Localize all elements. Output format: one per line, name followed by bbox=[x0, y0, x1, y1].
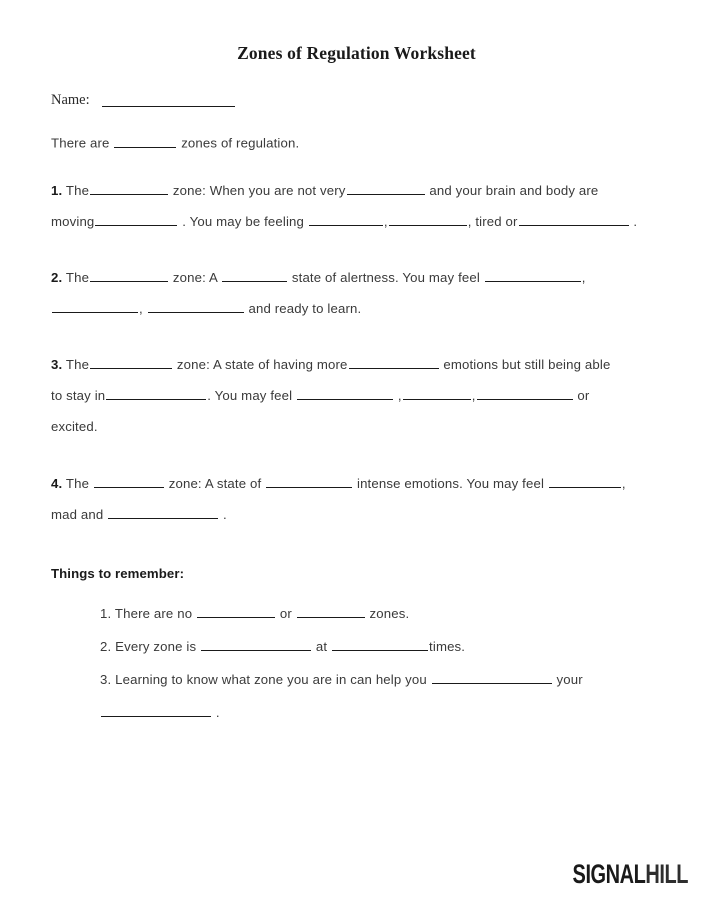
q1-text-e: . You may be feeling bbox=[182, 214, 305, 230]
q1-text-g: , tired or bbox=[467, 214, 518, 230]
q3-text-g: , bbox=[471, 388, 476, 404]
q1-blank-1[interactable] bbox=[90, 184, 168, 195]
q3-blank-1[interactable] bbox=[90, 358, 172, 369]
intro-text-before: There are bbox=[51, 135, 110, 151]
remember-2-text-c: times. bbox=[429, 638, 466, 654]
q2-blank-4[interactable] bbox=[52, 302, 138, 313]
remember-item-3-continued bbox=[100, 696, 662, 729]
q2-text-b: zone: A bbox=[172, 270, 218, 286]
question-4-line-2 bbox=[51, 499, 662, 530]
question-3-line-3 bbox=[51, 411, 662, 442]
q4-text-e: mad and bbox=[51, 506, 104, 522]
remember-2-number: 2. bbox=[100, 638, 112, 654]
intro-blank[interactable] bbox=[114, 136, 176, 147]
q1-text-d: moving bbox=[51, 214, 95, 230]
remember-3-number: 3. bbox=[100, 671, 112, 687]
question-3-line-2 bbox=[51, 380, 662, 411]
remember-3-text-a: Learning to know what zone you are in can help you bbox=[115, 671, 427, 687]
question-2-number: 2. bbox=[51, 270, 63, 286]
question-4-line-1 bbox=[51, 468, 662, 499]
question-1-line-1 bbox=[51, 175, 662, 206]
remember-3-blank-1[interactable] bbox=[432, 672, 552, 683]
q4-blank-1[interactable] bbox=[94, 476, 164, 487]
signalhill-logo bbox=[573, 859, 688, 890]
q3-blank-5[interactable] bbox=[403, 389, 471, 400]
remember-1-blank-2[interactable] bbox=[297, 606, 365, 617]
q3-text-h: or bbox=[577, 388, 590, 404]
q4-blank-4[interactable] bbox=[108, 507, 218, 518]
question-1-line-2 bbox=[51, 206, 662, 237]
q2-text-e: , bbox=[139, 301, 143, 317]
page-title: Zones of Regulation Worksheet bbox=[237, 43, 476, 63]
question-2 bbox=[51, 262, 662, 324]
name-field-row bbox=[51, 85, 713, 107]
q1-text-a: The bbox=[65, 183, 90, 199]
remember-heading: Things to remember: bbox=[51, 565, 185, 581]
q1-text-b: zone: When you are not very bbox=[172, 183, 346, 199]
q4-text-a: The bbox=[65, 475, 90, 491]
q2-text-c: state of alertness. You may feel bbox=[291, 270, 480, 286]
remember-item-3 bbox=[100, 663, 662, 696]
q1-text-f: , bbox=[383, 214, 388, 230]
remember-1-blank-1[interactable] bbox=[197, 606, 275, 617]
q3-text-e: . You may feel bbox=[207, 388, 293, 404]
q2-text-d: , bbox=[581, 270, 586, 286]
q4-blank-2[interactable] bbox=[266, 476, 352, 487]
q4-blank-3[interactable] bbox=[549, 476, 621, 487]
question-3-number: 3. bbox=[51, 357, 63, 373]
q4-text-c: intense emotions. You may feel bbox=[356, 475, 545, 491]
remember-1-text-b: or bbox=[279, 605, 292, 621]
q2-blank-2[interactable] bbox=[222, 271, 287, 282]
q3-text-d: to stay in bbox=[51, 388, 106, 404]
question-4-number: 4. bbox=[51, 475, 63, 491]
question-3 bbox=[51, 349, 662, 442]
q2-text-a: The bbox=[65, 270, 90, 286]
q3-text-c: emotions but still being able bbox=[443, 357, 611, 373]
q1-blank-4[interactable] bbox=[309, 215, 383, 226]
q3-blank-6[interactable] bbox=[477, 389, 573, 400]
q3-blank-2[interactable] bbox=[349, 358, 439, 369]
remember-item-1 bbox=[100, 597, 662, 630]
remember-list bbox=[51, 597, 662, 729]
q2-blank-5[interactable] bbox=[148, 302, 244, 313]
q2-text-f: and ready to learn. bbox=[248, 301, 362, 317]
q3-text-f: , bbox=[397, 388, 402, 404]
q2-blank-1[interactable] bbox=[90, 271, 168, 282]
q3-text-a: The bbox=[65, 357, 90, 373]
question-4 bbox=[51, 468, 662, 530]
q4-text-b: zone: A state of bbox=[168, 475, 262, 491]
name-label: Name: bbox=[51, 91, 90, 108]
worksheet-body bbox=[51, 136, 662, 728]
remember-3-text-b: your bbox=[556, 671, 583, 687]
intro-text-after: zones of regulation. bbox=[181, 135, 300, 151]
q3-text-i: excited. bbox=[51, 419, 98, 435]
remember-1-number: 1. bbox=[100, 605, 112, 621]
remember-1-text-a: There are no bbox=[114, 605, 193, 621]
q3-blank-3[interactable] bbox=[106, 389, 206, 400]
q1-blank-6[interactable] bbox=[519, 215, 629, 226]
q4-text-f: . bbox=[223, 506, 227, 522]
question-2-line-1 bbox=[51, 262, 662, 293]
q1-blank-3[interactable] bbox=[95, 215, 177, 226]
remember-1-text-c: zones. bbox=[369, 605, 410, 621]
name-input-blank[interactable] bbox=[102, 94, 235, 107]
q1-text-c: and your brain and body are bbox=[429, 183, 599, 199]
intro-sentence bbox=[51, 136, 662, 150]
remember-2-blank-1[interactable] bbox=[201, 639, 311, 650]
question-1-number: 1. bbox=[51, 183, 63, 199]
logo-text-signal: SIGNAL bbox=[572, 859, 646, 889]
q1-blank-5[interactable] bbox=[389, 215, 467, 226]
q3-text-b: zone: A state of having more bbox=[176, 357, 348, 373]
q3-blank-4[interactable] bbox=[297, 389, 393, 400]
remember-3-blank-2[interactable] bbox=[101, 705, 211, 716]
logo-text-hill: HILL bbox=[645, 859, 688, 889]
question-2-line-2 bbox=[51, 293, 662, 324]
remember-2-blank-2[interactable] bbox=[332, 639, 428, 650]
question-1 bbox=[51, 175, 662, 237]
question-3-line-1 bbox=[51, 349, 662, 380]
q4-text-d: , bbox=[621, 475, 626, 491]
q1-blank-2[interactable] bbox=[347, 184, 425, 195]
remember-2-text-a: Every zone is bbox=[115, 638, 197, 654]
remember-3-text-c: . bbox=[215, 704, 220, 720]
q2-blank-3[interactable] bbox=[485, 271, 581, 282]
remember-2-text-b: at bbox=[315, 638, 328, 654]
q1-text-h: . bbox=[633, 214, 638, 230]
remember-item-2 bbox=[100, 630, 662, 663]
